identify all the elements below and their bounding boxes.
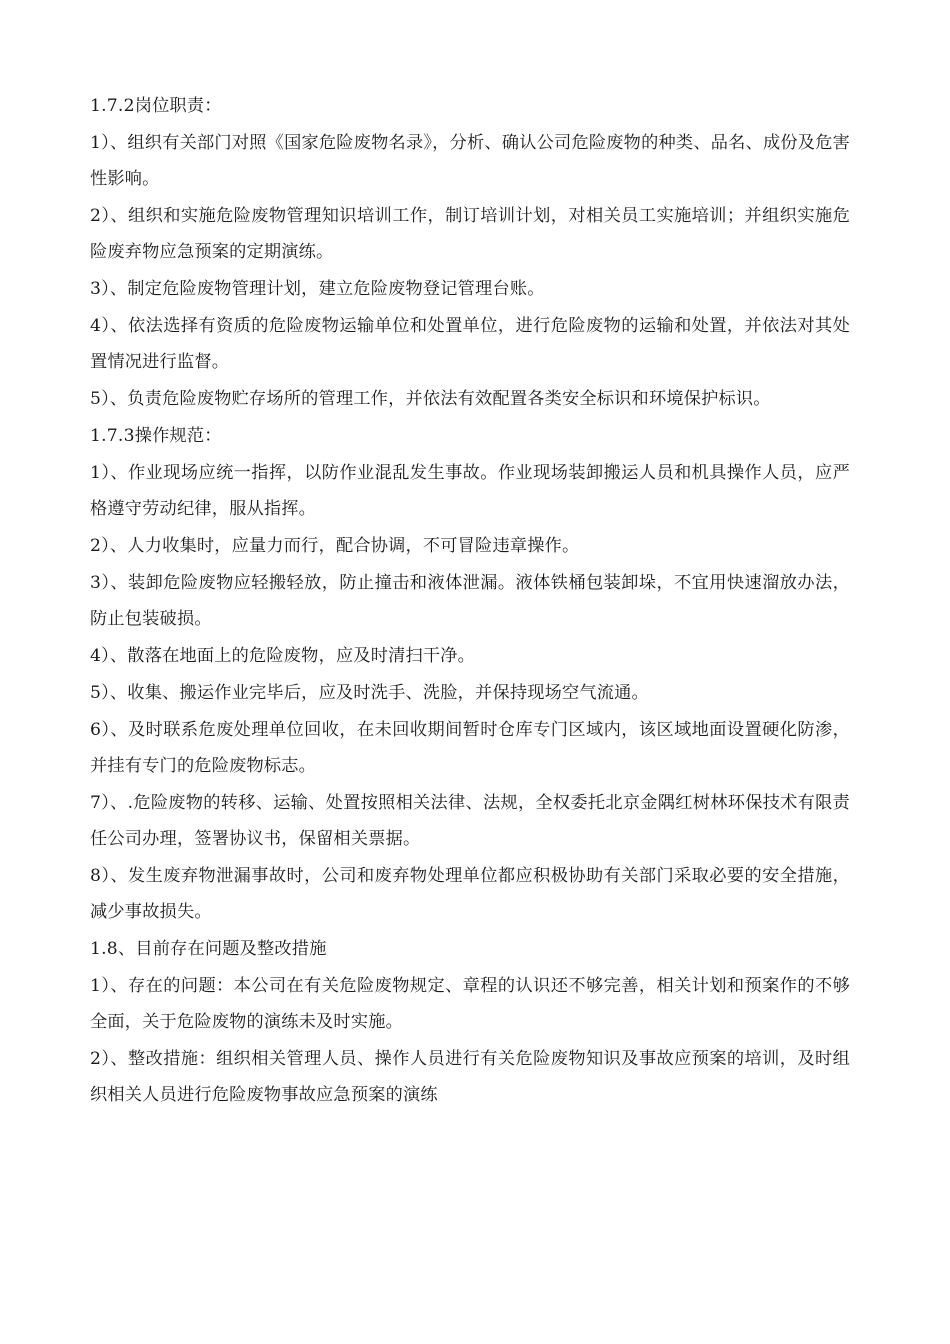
operation-item-6: 6）、及时联系危废处理单位回收，在未回收期间暂时仓库专门区域内，该区域地面设置硬化防渗，并挂有专门的危险废物标志。 [90, 720, 850, 776]
duty-item-3: 3）、制定危险废物管理计划，建立危险废物登记管理台账。 [90, 279, 545, 299]
duty-item-4: 4）、依法选择有资质的危险废物运输单位和处置单位，进行危险废物的运输和处置，并依法对其处置情况进行监督。 [90, 316, 850, 372]
duty-item-5: 5）、负责危险废物贮存场所的管理工作，并依法有效配置各类安全标识和环境保护标识。 [90, 389, 771, 409]
operation-item-8: 8）、发生废弃物泄漏事故时，公司和废弃物处理单位都应积极协助有关部门采取必要的安全措施，减少事故损失。 [90, 866, 850, 922]
section-heading-1-8: 1.8、目前存在问题及整改措施 [90, 939, 327, 959]
issue-item-2: 2）、整改措施：组织相关管理人员、操作人员进行有关危险废物知识及事故应预案的培训，及时组织相关人员进行危险废物事故应急预案的演练 [90, 1049, 850, 1105]
operation-item-2: 2）、人力收集时，应量力而行，配合协调，不可冒险违章操作。 [90, 536, 580, 556]
operation-item-5: 5）、收集、搬运作业完毕后，应及时洗手、洗脸，并保持现场空气流通。 [90, 683, 649, 703]
duty-item-2: 2）、组织和实施危险废物管理知识培训工作，制订培训计划，对相关员工实施培训；并组织实施危险废弃物应急预案的定期演练。 [90, 206, 850, 262]
document-page [90, 88, 850, 1114]
duty-item-1: 1）、组织有关部门对照《国家危险废物名录》，分析、确认公司危险废物的种类、品名、成份及危害性影响。 [90, 133, 850, 189]
operation-item-3: 3）、装卸危险废物应轻搬轻放，防止撞击和液体泄漏。液体铁桶包装卸垛，不宜用快速溜放办法，防止包装破损。 [90, 573, 850, 629]
section-heading-1-7-2: 1.7.2岗位职责： [90, 96, 222, 116]
operation-item-4: 4）、散落在地面上的危险废物，应及时清扫干净。 [90, 646, 476, 666]
section-heading-1-7-3: 1.7.3操作规范： [90, 426, 222, 446]
issue-item-1: 1）、存在的问题：本公司在有关危险废物规定、章程的认识还不够完善，相关计划和预案作的不够全面，关于危险废物的演练未及时实施。 [90, 976, 850, 1032]
operation-item-1: 1）、作业现场应统一指挥，以防作业混乱发生事故。作业现场装卸搬运人员和机具操作人员，应严格遵守劳动纪律，服从指挥。 [90, 463, 850, 519]
operation-item-7: 7）、.危险废物的转移、运输、处置按照相关法律、法规，全权委托北京金隅红树林环保技术有限责任公司办理，签署协议书，保留相关票据。 [90, 793, 850, 849]
